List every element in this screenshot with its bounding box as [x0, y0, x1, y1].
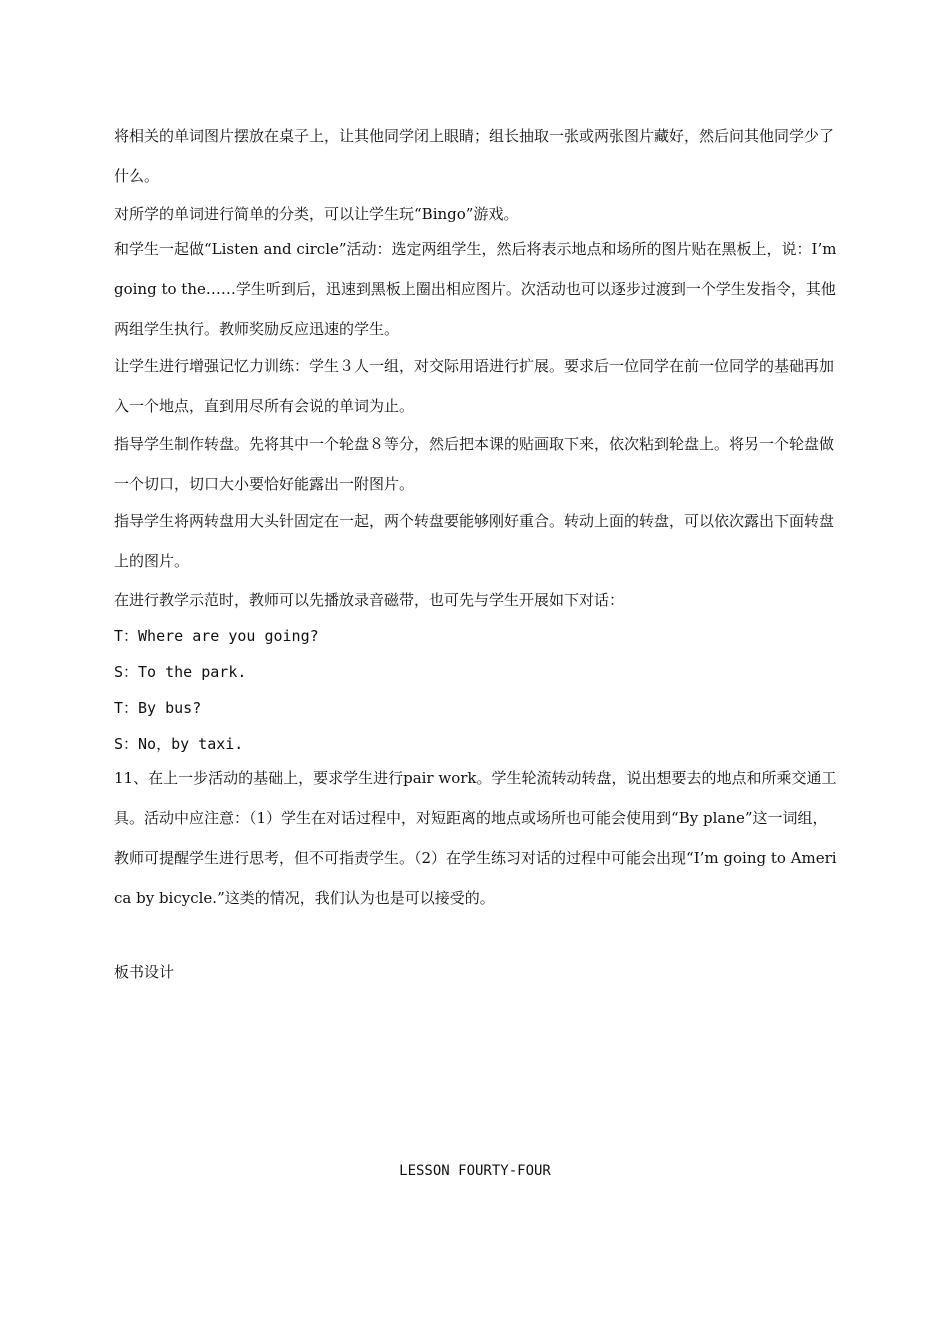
paragraph-pin-spinners: 指导学生将两转盘用大头针固定在一起，两个转盘要能够刚好重合。转动上面的转盘，可以依次露出下面转盘上的图片。 — [114, 512, 835, 570]
dialog-line-4: S：No，by taxi. — [114, 735, 244, 753]
lesson-title: LESSON FOURTY-FOUR — [399, 1163, 551, 1179]
dialog-line-1: T：Where are you going? — [114, 627, 319, 645]
paragraph-make-spinner: 指导学生制作转盘。先将其中一个轮盘８等分，然后把本课的贴画取下来，依次粘到轮盘上。将另一个轮盘做一个切口，切口大小要恰好能露出一附图片。 — [114, 435, 835, 493]
paragraph-listen-and-circle: 和学生一起做“Listen and circle”活动：选定两组学生，然后将表示地点和场所的图片贴在黑板上，说：I’m going to the……学生听到后，迅速到黑板上圈出相应图片。次活动也可以逐步过渡到一个学生发指令，其他两组学生执行。教师奖励反应迅速的学生。 — [114, 240, 837, 338]
dialog-line-2: S：To the park. — [114, 663, 247, 681]
dialog-line-3: T：By bus? — [114, 699, 202, 717]
paragraph-pair-work: 11、在上一步活动的基础上，要求学生进行pair work。学生轮流转动转盘，说出想要去的地点和所乘交通工具。活动中应注意：（1）学生在对话过程中，对短距离的地点或场所也可能会使用到“By plane”这一词组，教师可提醒学生进行思考，但不可指责学生。（2）在学生练习对话的过程中可能会出现“I’m going to America by bicycle.”这类的情况，我们认为也是可以接受的。 — [114, 769, 837, 907]
blackboard-design-heading: 板书设计 — [114, 963, 175, 981]
paragraph-bingo: 对所学的单词进行简单的分类，可以让学生玩“Bingo”游戏。 — [114, 205, 519, 223]
paragraph-memory-training: 让学生进行增强记忆力训练：学生３人一组，对交际用语进行扩展。要求后一位同学在前一位同学的基础再加入一个地点，直到用尽所有会说的单词为止。 — [114, 357, 835, 415]
paragraph-picture-game: 将相关的单词图片摆放在桌子上，让其他同学闭上眼睛；组长抽取一张或两张图片藏好，然后问其他同学少了什么。 — [114, 127, 835, 185]
paragraph-demo-dialog-intro: 在进行教学示范时，教师可以先播放录音磁带，也可先与学生开展如下对话： — [114, 591, 625, 609]
